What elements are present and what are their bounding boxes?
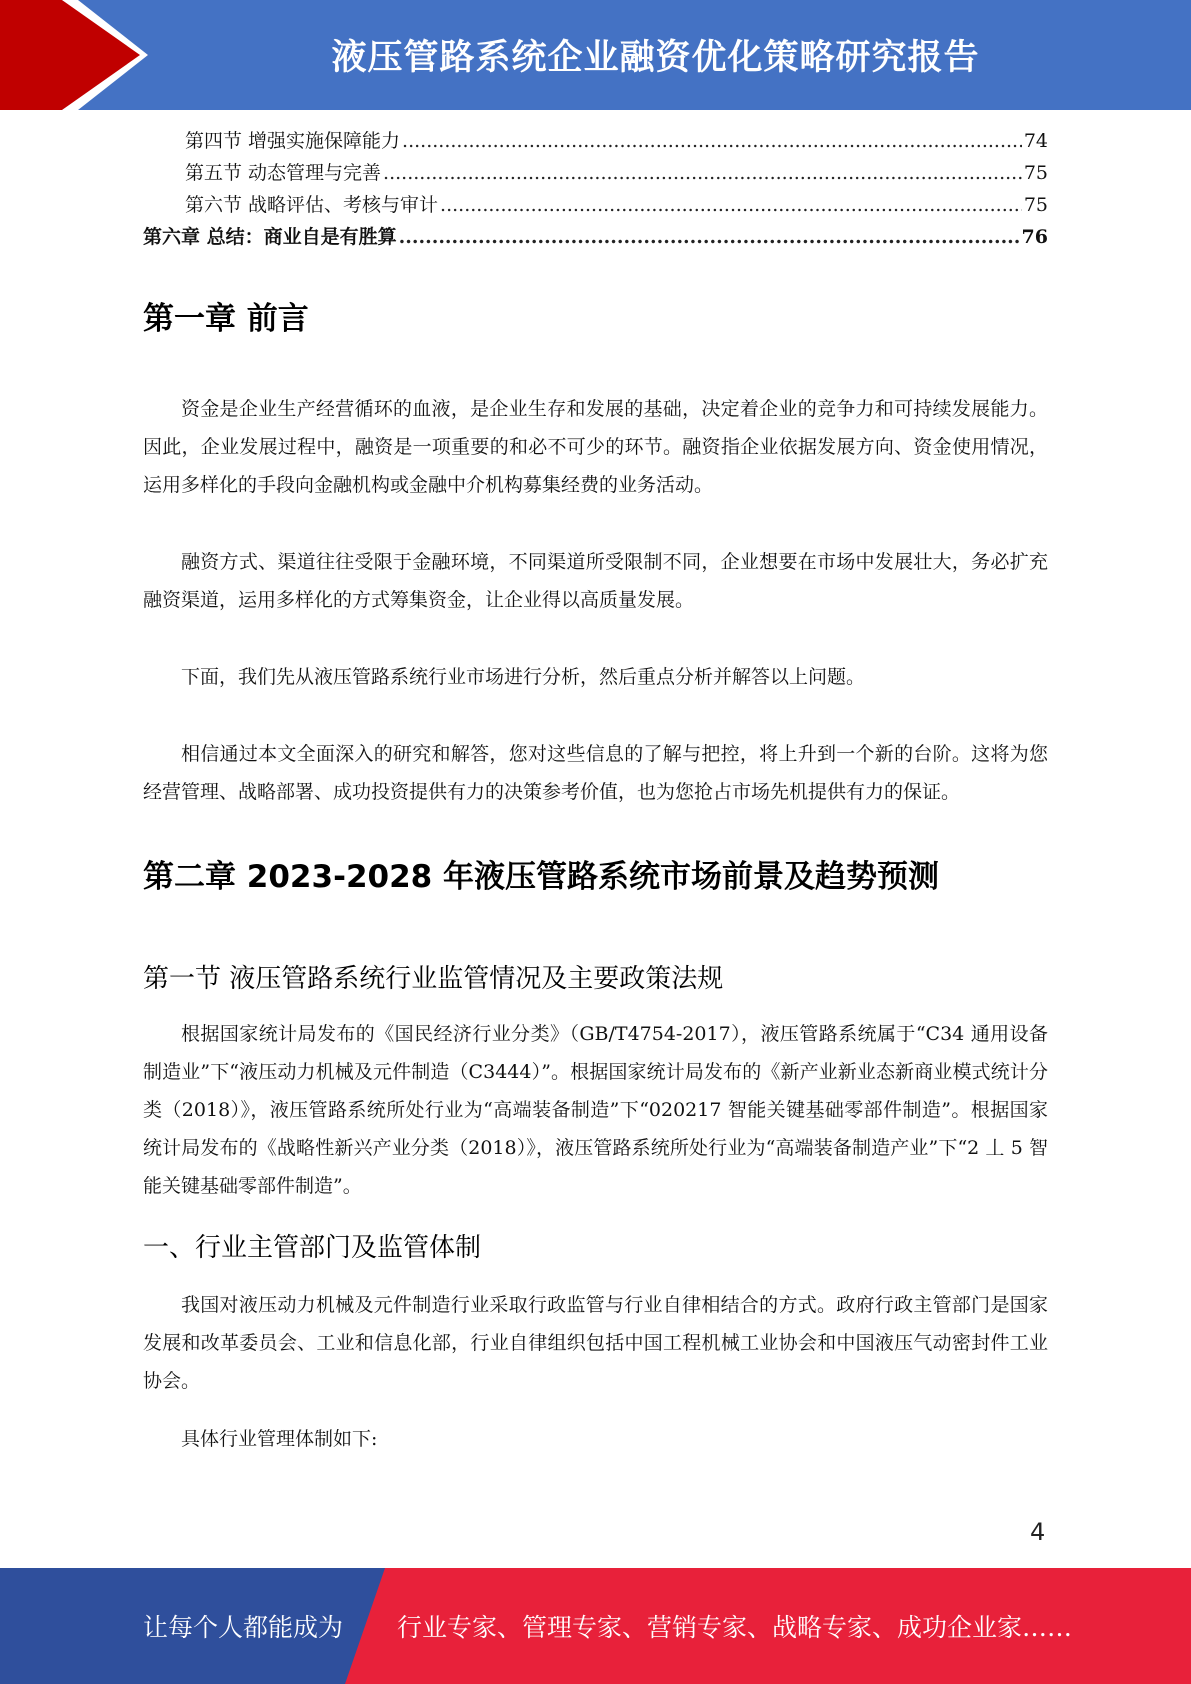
footer-slogan-right: 行业专家、管理专家、营销专家、战略专家、成功企业家……	[397, 1613, 1073, 1642]
toc	[143, 125, 1048, 253]
toc-label: 第六章 总结：商业自是有胜算	[143, 226, 397, 248]
footer-banner	[0, 1568, 1191, 1684]
toc-page: 74	[1023, 130, 1048, 152]
header-banner	[0, 0, 1191, 110]
page-number: 4	[1030, 1518, 1046, 1546]
chapter-1-title: 第一章 前言	[143, 301, 309, 337]
header-title: 液压管路系统企业融资优化策略研究报告	[331, 38, 980, 78]
toc-leader	[402, 125, 1022, 157]
paragraph: 根据国家统计局发布的《国民经济行业分类》（GB/T4754-2017），液压管路系统属于“C34 通用设备制造业”下“液压动力机械及元件制造（C3444）”。根据国家统计局发布的《新产业新业态新商业模式统计分类（2018）》，液压管路系统所处行业为“高端装备制造”下“020217 智能关键基础零部件制造”。根据国家统计局发布的《战略性新兴产业分类（2018）》，液压管路系统所处行业为“高端装备制造产业”下“2 丄 5 智能关键基础零部件制造”。	[143, 1023, 1048, 1197]
paragraph: 我国对液压动力机械及元件制造行业采取行政监管与行业自律相结合的方式。政府行政主管部门是国家发展和改革委员会、工业和信息化部，行业自律组织包括中国工程机械工业协会和中国液压气动密封件工业协会。	[143, 1294, 1048, 1392]
toc-page: 75	[1023, 162, 1048, 184]
toc-row[interactable]	[143, 157, 1048, 189]
toc-label: 第五节 动态管理与完善	[185, 162, 382, 184]
toc-leader	[399, 221, 1020, 253]
paragraph: 具体行业管理体制如下:	[181, 1428, 378, 1450]
subsection-1-title: 一、行业主管部门及监管体制	[143, 1233, 482, 1263]
paragraph: 融资方式、渠道往往受限于金融环境，不同渠道所受限制不同，企业想要在市场中发展壮大，务必扩充融资渠道，运用多样化的方式筹集资金，让企业得以高质量发展。	[143, 551, 1048, 611]
chapter-2-title: 第二章 2023-2028 年液压管路系统市场前景及趋势预测	[143, 859, 940, 895]
toc-page: 76	[1021, 226, 1048, 248]
toc-label: 第四节 增强实施保障能力	[185, 130, 401, 152]
toc-leader	[383, 157, 1022, 189]
paragraph: 相信通过本文全面深入的研究和解答，您对这些信息的了解与把控，将上升到一个新的台阶。这将为您经营管理、战略部署、成功投资提供有力的决策参考价值，也为您抢占市场先机提供有力的保证。	[143, 743, 1048, 803]
footer-slogan-left: 让每个人都能成为	[143, 1613, 344, 1642]
toc-leader	[440, 189, 1022, 221]
document-body	[143, 125, 1048, 1458]
toc-row[interactable]	[143, 189, 1048, 221]
section-1-title: 第一节 液压管路系统行业监管情况及主要政策法规	[143, 964, 724, 994]
paragraph: 资金是企业生产经营循环的血液，是企业生存和发展的基础，决定着企业的竞争力和可持续发展能力。因此，企业发展过程中，融资是一项重要的和必不可少的环节。融资指企业依据发展方向、资金使用情况，运用多样化的手段向金融机构或金融中介机构募集经费的业务活动。	[143, 398, 1048, 496]
paragraph: 下面，我们先从液压管路系统行业市场进行分析，然后重点分析并解答以上问题。	[181, 666, 866, 688]
toc-row[interactable]	[143, 221, 1048, 253]
toc-page: 75	[1023, 194, 1048, 216]
toc-label: 第六节 战略评估、考核与审计	[185, 194, 439, 216]
header-chevron-icon	[0, 0, 160, 110]
toc-row[interactable]	[143, 125, 1048, 157]
